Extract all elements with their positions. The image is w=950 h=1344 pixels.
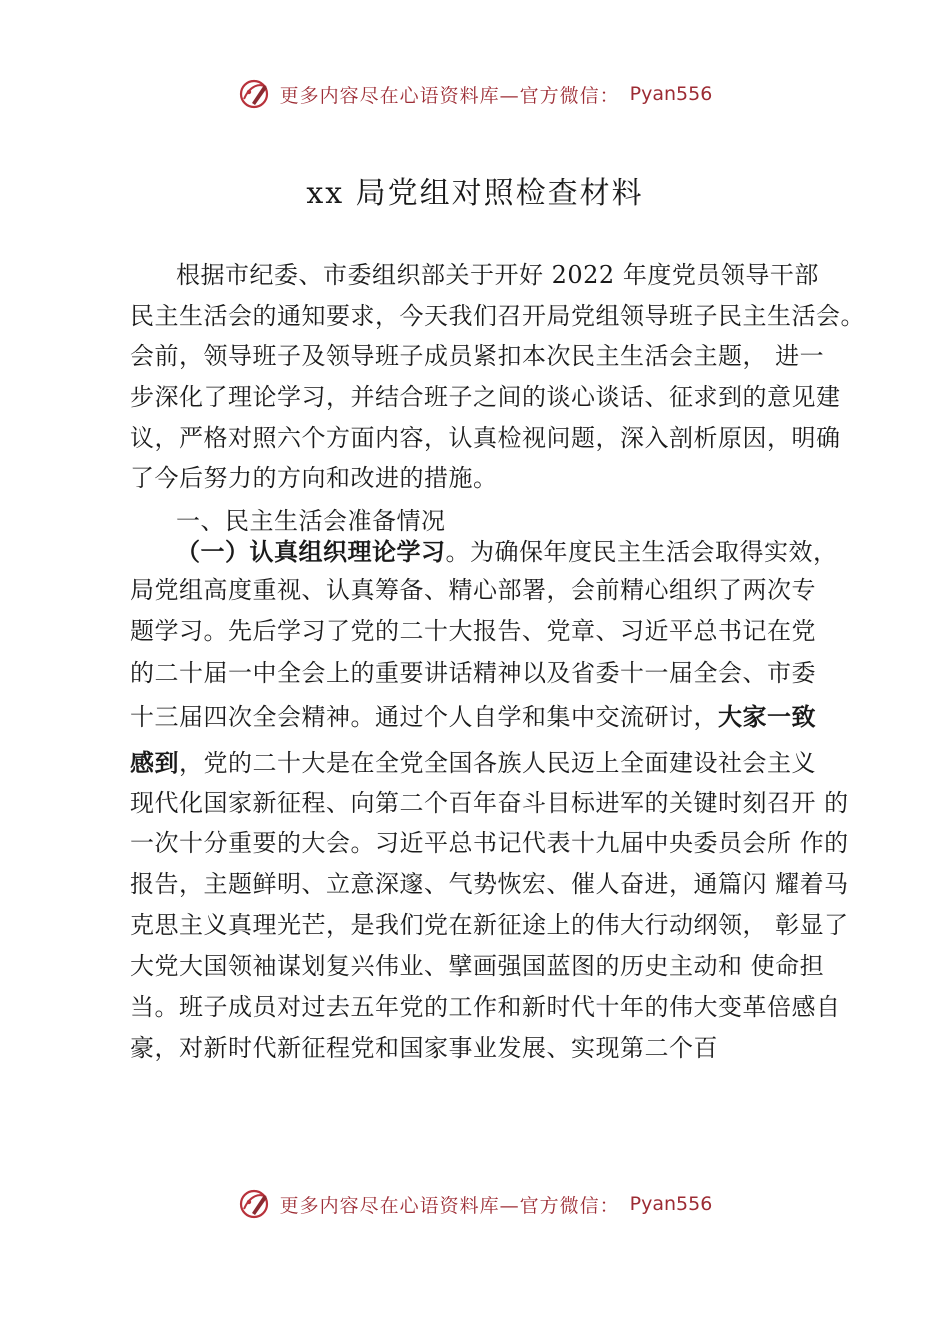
intro-line: 步深化了理论学习，并结合班子之间的谈心谈话、征求到的意见建 <box>130 383 841 411</box>
body-line-with-bold <box>130 702 816 732</box>
intro-line: 民主生活会的通知要求，今天我们召开局党组领导班子民主生活会。 <box>130 302 865 330</box>
watermark-text: 更多内容尽在心语资料库—官方微信： <box>279 84 620 107</box>
watermark-wechat-id: Pyan556 <box>629 83 713 105</box>
body-line: 题学习。先后学习了党的二十大报告、党章、习近平总书记在党 <box>130 617 816 645</box>
subheading-continuation: 。为确保年度民主生活会取得实效， <box>445 538 838 566</box>
body-line: 克思主义真理光芒，是我们党在新征途上的伟大行动纲领， 彰显了 <box>130 911 849 939</box>
footer-watermark <box>0 1182 950 1226</box>
header-watermark <box>0 72 950 116</box>
pen-logo-icon <box>238 77 272 111</box>
body-line: 的二十届一中全会上的重要讲话精神以及省委十一届全会、市委 <box>130 659 816 687</box>
body-line: 现代化国家新征程、向第二个百年奋斗目标进军的关键时刻召开 的 <box>130 789 849 817</box>
subheading-line <box>176 537 838 567</box>
body-line-with-bold <box>130 748 816 778</box>
bold-phrase: 感到 <box>130 749 179 777</box>
document-title: xx 局党组对照检查材料 <box>306 176 644 211</box>
body-line: 当。班子成员对过去五年党的工作和新时代十年的伟大变革倍感自 <box>130 993 841 1021</box>
body-line: 豪，对新时代新征程党和国家事业发展、实现第二个百 <box>130 1034 718 1062</box>
section-heading: 一、民主生活会准备情况 <box>176 507 446 535</box>
body-line: 报告，主题鲜明、立意深邃、气势恢宏、催人奋进，通篇闪 耀着马 <box>130 870 849 898</box>
body-line: 一次十分重要的大会。习近平总书记代表十九届中央委员会所 作的 <box>130 829 849 857</box>
intro-line: 议，严格对照六个方面内容，认真检视问题，深入剖析原因，明确 <box>130 424 841 452</box>
subheading: （一）认真组织理论学习 <box>176 538 446 566</box>
intro-line: 根据市纪委、市委组织部关于开好 2022 年度党员领导干部 <box>176 261 819 289</box>
body-line: 大党大国领袖谋划复兴伟业、擘画强国蓝图的历史主动和 使命担 <box>130 952 825 980</box>
body-line: 局党组高度重视、认真筹备、精心部署，会前精心组织了两次专 <box>130 576 816 604</box>
body-text: 十三届四次全会精神。通过个人自学和集中交流研讨， <box>130 703 718 731</box>
bold-phrase: 大家一致 <box>718 703 816 731</box>
intro-line: 了今后努力的方向和改进的措施。 <box>130 464 498 492</box>
pen-logo-icon <box>238 1187 272 1221</box>
watermark-wechat-id: Pyan556 <box>629 1193 713 1215</box>
body-text: ，党的二十大是在全党全国各族人民迈上全面建设社会主义 <box>179 749 816 777</box>
intro-line: 会前，领导班子及领导班子成员紧扣本次民主生活会主题， 进一 <box>130 342 825 370</box>
watermark-text: 更多内容尽在心语资料库—官方微信： <box>279 1194 620 1217</box>
